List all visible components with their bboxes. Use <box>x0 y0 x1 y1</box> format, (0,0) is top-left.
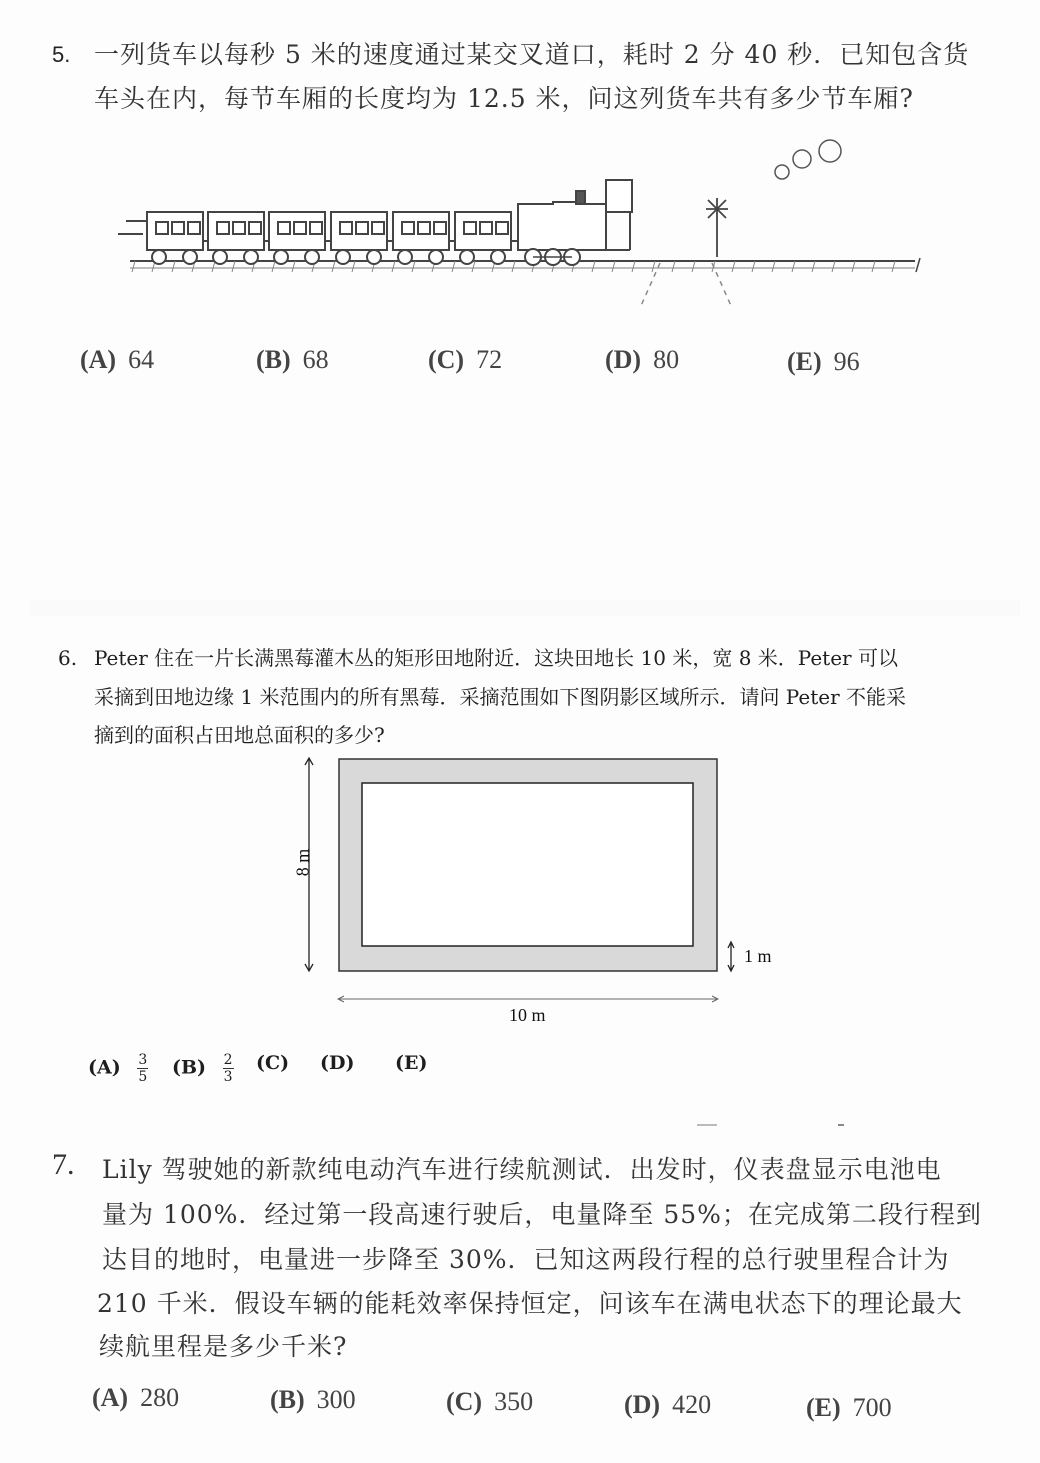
option-label: (E) <box>395 1052 428 1074</box>
option-label: (D) <box>320 1052 355 1074</box>
option-label: (E) <box>787 347 822 376</box>
option-e[interactable] <box>787 347 860 377</box>
question-text-line: 量为 100%．经过第一段高速行驶后，电量降至 55%；在完成第二段行程到 <box>102 1200 982 1229</box>
width-label: 10 m <box>509 1005 546 1025</box>
option-value: 72 <box>476 345 503 374</box>
question-text-line: 一列货车以每秒 5 米的速度通过某交叉道口，耗时 2 分 40 秒．已知包含货 <box>94 40 970 69</box>
option-a[interactable] <box>80 345 154 375</box>
question-text-line: 达目的地时，电量进一步降至 30%．已知这两段行程的总行驶里程合计为 <box>102 1245 950 1274</box>
option-label: (A) <box>88 1056 121 1079</box>
height-label: 8 m <box>292 848 313 877</box>
option-label: (A) <box>92 1383 129 1412</box>
option-d[interactable] <box>320 1052 354 1074</box>
question-text-line: Peter 住在一片长满黑莓灌木丛的矩形田地附近．这块田地长 10 米，宽 8 米．Peter 可以 <box>94 646 898 670</box>
question-number: 7. <box>52 1148 75 1181</box>
option-b[interactable] <box>256 345 329 375</box>
option-label: (D) <box>605 345 642 374</box>
fraction: $\frac{2}{3}$ <box>223 1052 233 1085</box>
section-divider <box>30 600 1020 616</box>
option-label: (B) <box>256 345 291 374</box>
option-label: (C) <box>428 345 465 374</box>
option-b[interactable] <box>270 1385 356 1415</box>
option-value: 80 <box>653 345 680 374</box>
question-text-line: 采摘到田地边缘 1 米范围内的所有黑莓．采摘范围如下图阴影区域所示．请问 Peter 不能采 <box>94 685 906 709</box>
option-e[interactable] <box>806 1393 892 1423</box>
option-value: 420 <box>672 1390 712 1419</box>
option-label: (C) <box>256 1052 290 1074</box>
option-value: 64 <box>128 345 155 374</box>
option-label: (B) <box>172 1056 207 1079</box>
option-value: 96 <box>833 347 860 376</box>
option-value: 300 <box>316 1385 356 1414</box>
question-text-line: 摘到的面积占田地总面积的多少? <box>94 723 385 747</box>
option-e[interactable] <box>395 1052 427 1074</box>
option-d[interactable] <box>624 1390 711 1420</box>
scan-artifact <box>697 1124 717 1126</box>
question-text-line: Lily 驾驶她的新款纯电动汽车进行续航测试．出发时，仪表盘显示电池电 <box>102 1155 942 1184</box>
option-label: (A) <box>80 345 117 374</box>
question-text-line: 车头在内，每节车厢的长度均为 12.5 米，问这列货车共有多少节车厢? <box>94 84 914 113</box>
fraction: $\frac{3}{5}$ <box>138 1052 148 1085</box>
option-label: (E) <box>806 1393 841 1422</box>
option-c[interactable] <box>428 345 502 375</box>
train-diagram <box>110 130 930 320</box>
question-number: 5. <box>52 42 71 67</box>
option-value: 700 <box>852 1393 892 1422</box>
option-value: 68 <box>302 345 329 374</box>
option-value: 350 <box>494 1387 534 1416</box>
question-number: 6. <box>58 646 78 670</box>
option-a[interactable] <box>88 1052 148 1085</box>
border-width-label: 1 m <box>744 946 772 966</box>
field-diagram <box>280 750 800 1040</box>
option-a[interactable] <box>92 1383 179 1413</box>
option-label: (B) <box>270 1385 305 1414</box>
option-d[interactable] <box>605 345 679 375</box>
question-text-line: 续航里程是多少千米? <box>99 1332 348 1361</box>
option-label: (C) <box>446 1387 483 1416</box>
scan-artifact <box>838 1124 844 1126</box>
option-c[interactable] <box>256 1052 289 1074</box>
option-c[interactable] <box>446 1387 533 1417</box>
option-label: (D) <box>624 1390 661 1419</box>
option-b[interactable] <box>172 1052 234 1085</box>
option-value: 280 <box>140 1383 180 1412</box>
question-text-line: 210 千米．假设车辆的能耗效率保持恒定，问该车在满电状态下的理论最大 <box>97 1289 963 1318</box>
